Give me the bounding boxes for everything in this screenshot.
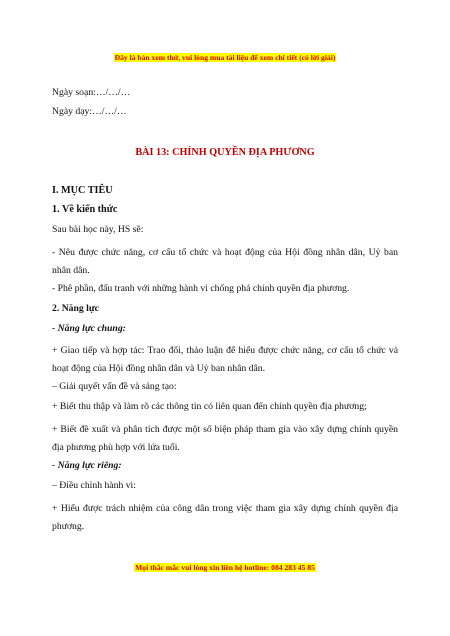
- specific-competence-heading: - Năng lực riêng:: [52, 460, 122, 471]
- preview-notice-text: Đây là bản xem thử, vui lòng mua tài liệu để xem chi tiết (có lời giải): [114, 53, 336, 62]
- lesson-title: BÀI 13: CHÍNH QUYỀN ĐỊA PHƯƠNG: [135, 147, 315, 158]
- hotline-footer-text: Mọi thắc mắc vui lòng xin liên hệ hotline: 084 283 45 85: [135, 563, 315, 572]
- section-objectives-heading: I. MỤC TIÊU: [52, 185, 113, 196]
- hotline-footer-banner: [0, 563, 450, 572]
- general-item-3: + Biết thu thập và làm rõ các thông tin có liên quan đến chính quyền địa phương;: [52, 401, 367, 412]
- knowledge-intro: Sau bài học này, HS sẽ:: [52, 224, 144, 235]
- general-item-4: + Biết đề xuất và phân tích được một số biện pháp tham gia vào xây dựng chính quyền địa phương phù hợp với lứa tuổi.: [52, 424, 398, 453]
- general-item-2: – Giải quyết vấn đề và sáng tạo:: [52, 381, 177, 392]
- date-taught: Ngày dạy:…/…/…: [52, 106, 127, 117]
- specific-item-1: – Điều chỉnh hành vi:: [52, 480, 136, 491]
- knowledge-heading: 1. Về kiến thức: [52, 204, 118, 215]
- general-competence-heading: - Năng lực chung:: [52, 323, 126, 334]
- preview-notice-banner: [0, 53, 450, 62]
- specific-item-2: + Hiểu được trách nhiệm của công dân trong việc tham gia xây dựng chính quyền địa phương.: [52, 503, 398, 532]
- date-prepared: Ngày soạn:…/…/…: [52, 87, 131, 98]
- competence-heading: 2. Năng lực: [52, 303, 99, 314]
- general-item-1: + Giao tiếp và hợp tác: Trao đổi, thảo luận để hiểu được chức năng, cơ cấu tổ chức và hoạt động của Hội đồng nhân dân và Uỷ ban nhân dân.: [52, 345, 398, 374]
- knowledge-item-1: - Nêu được chức năng, cơ cấu tổ chức và hoạt động của Hội đồng nhân dân, Uỷ ban nhân dân.: [52, 247, 398, 276]
- knowledge-item-2: - Phê phần, đấu tranh với những hành vi chống phá chính quyền địa phương.: [52, 283, 350, 294]
